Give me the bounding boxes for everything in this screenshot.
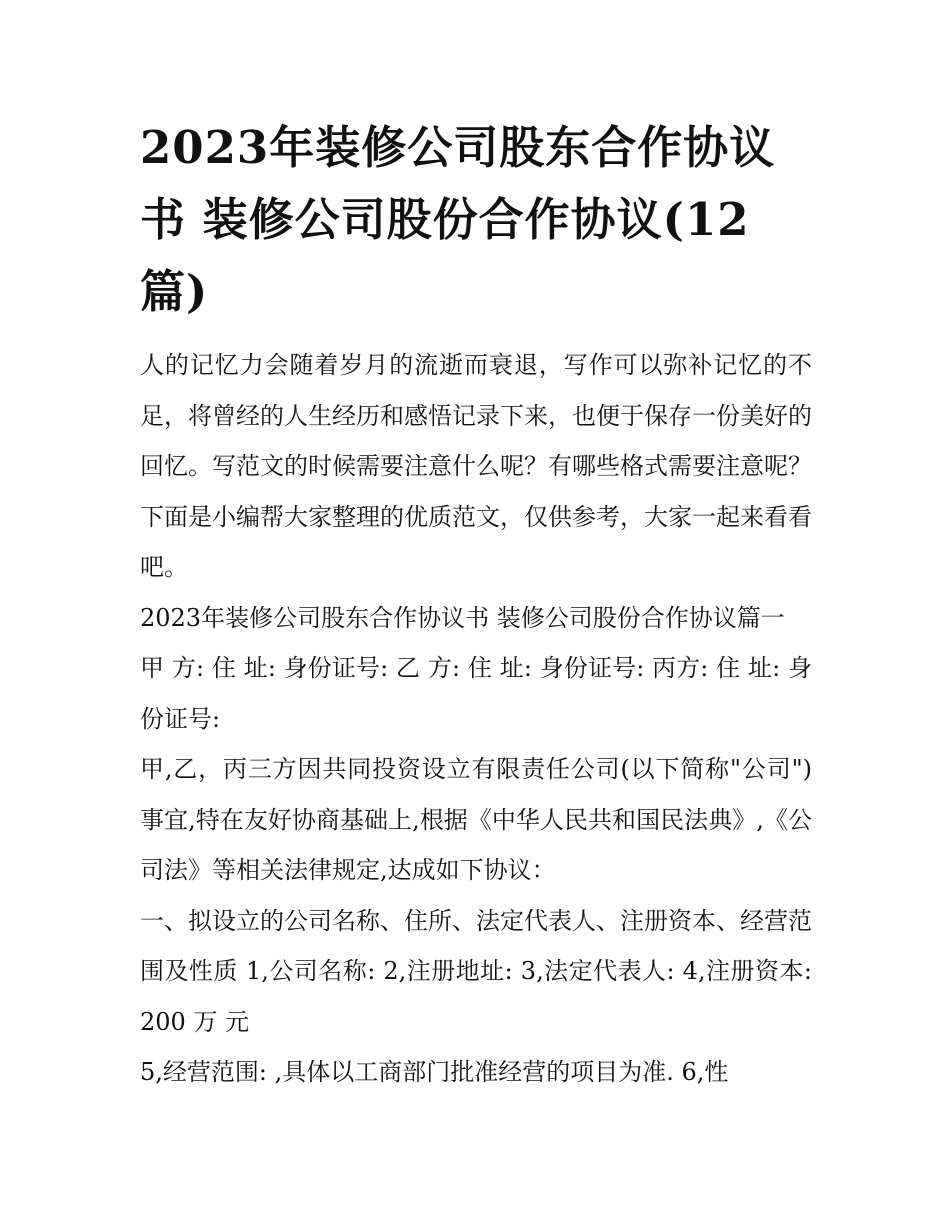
clause-one-paragraph: 一、拟设立的公司名称、住所、法定代表人、注册资本、经营范围及性质 1,公司名称: 2,注册地址: 3,法定代表人: 4,注册资本: 200 万 元 [140,906,812,1036]
parties-paragraph: 甲 方: 住 址: 身份证号: 乙 方: 住 址: 身份证号: 丙方: 住 址: 身份证号: [140,654,812,733]
clause-five-paragraph: 5,经营范围: ,具体以工商部门批准经营的项目为准. 6,性 [140,1058,729,1086]
document-title: 2023年装修公司股东合作协议书 装修公司股份合作协议(12篇) [140,121,776,318]
preamble-paragraph: 甲,乙，丙三方因共同投资设立有限责任公司(以下简称"公司")事宜,特在友好协商基础上,根据《中华人民共和国民法典》,《公司法》等相关法律规定,达成如下协议： [140,755,812,884]
document-page [140,112,812,1098]
section-heading: 2023年装修公司股东合作协议书 装修公司股份合作协议篇一 [140,603,785,632]
intro-paragraph: 人的记忆力会随着岁月的流逝而衰退，写作可以弥补记忆的不足，将曾经的人生经历和感悟记录下来，也便于保存一份美好的回忆。写范文的时候需要注意什么呢？有哪些格式需要注意呢？下面是小编帮大家整理的优质范文，仅供参考，大家一起来看看吧。 [140,351,812,581]
